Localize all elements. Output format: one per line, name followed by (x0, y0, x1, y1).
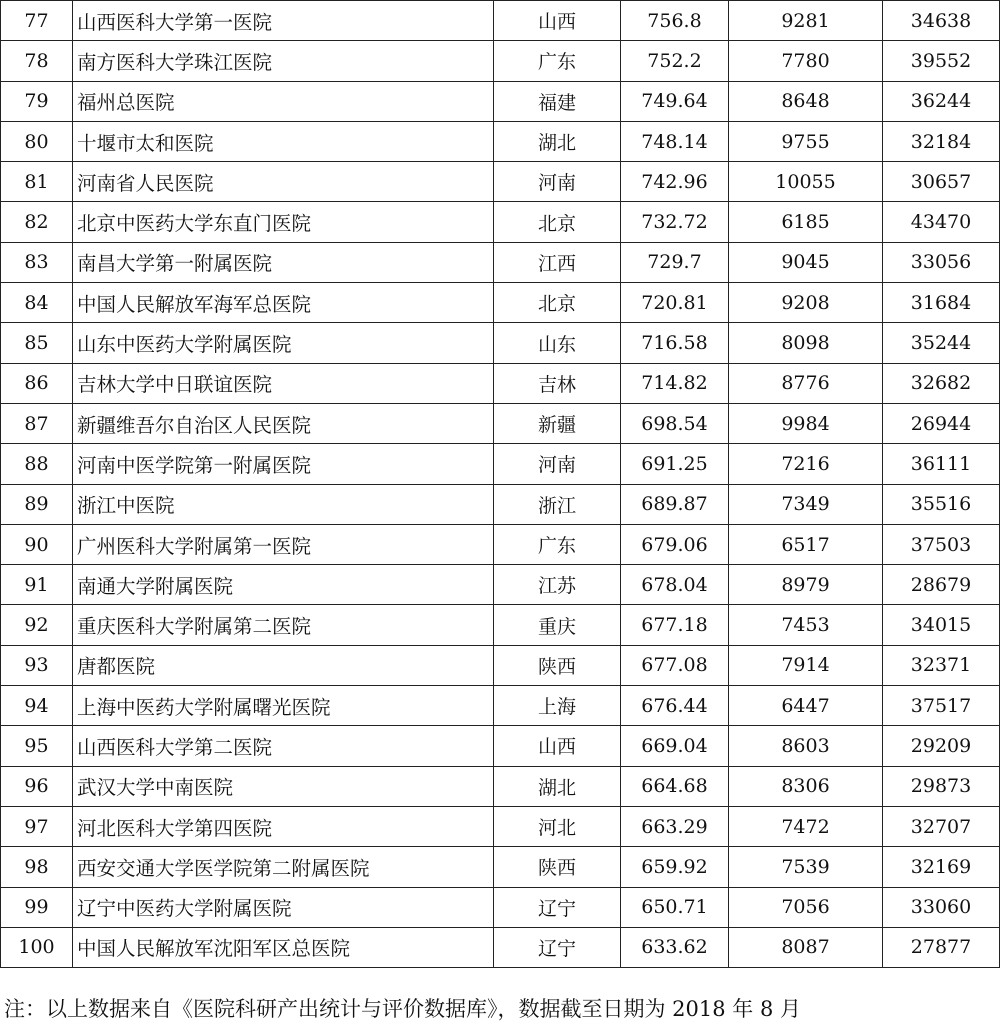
count-cell: 7056 (729, 887, 883, 927)
count-cell: 35516 (883, 484, 1000, 524)
table-row (1, 41, 1000, 81)
rank-cell: 90 (1, 524, 73, 564)
rank-cell: 99 (1, 887, 73, 927)
score-cell: 669.04 (621, 726, 729, 766)
score-cell: 659.92 (621, 847, 729, 887)
score-cell: 756.8 (621, 1, 729, 41)
rank-cell: 88 (1, 444, 73, 484)
hospital-name-cell: 辽宁中医药大学附属医院 (73, 887, 494, 927)
score-cell: 752.2 (621, 41, 729, 81)
hospital-name-cell: 上海中医药大学附属曙光医院 (73, 686, 494, 726)
rank-cell: 87 (1, 403, 73, 443)
table-row (1, 887, 1000, 927)
count-cell: 26944 (883, 403, 1000, 443)
count-cell: 6185 (729, 202, 883, 242)
rank-cell: 78 (1, 41, 73, 81)
count-cell: 32682 (883, 363, 1000, 403)
table-row (1, 162, 1000, 202)
count-cell: 6517 (729, 524, 883, 564)
province-cell: 湖北 (494, 766, 621, 806)
table-row (1, 363, 1000, 403)
hospital-name-cell: 唐都医院 (73, 645, 494, 685)
rank-cell: 83 (1, 242, 73, 282)
province-cell: 上海 (494, 686, 621, 726)
score-cell: 732.72 (621, 202, 729, 242)
rank-cell: 79 (1, 81, 73, 121)
rank-cell: 89 (1, 484, 73, 524)
count-cell: 8776 (729, 363, 883, 403)
count-cell: 10055 (729, 162, 883, 202)
score-cell: 720.81 (621, 283, 729, 323)
hospital-name-cell: 北京中医药大学东直门医院 (73, 202, 494, 242)
province-cell: 山东 (494, 323, 621, 363)
rank-cell: 91 (1, 565, 73, 605)
table-row (1, 444, 1000, 484)
province-cell: 河北 (494, 806, 621, 846)
hospital-name-cell: 南昌大学第一附属医院 (73, 242, 494, 282)
count-cell: 37503 (883, 524, 1000, 564)
score-cell: 677.18 (621, 605, 729, 645)
count-cell: 34015 (883, 605, 1000, 645)
count-cell: 8098 (729, 323, 883, 363)
score-cell: 689.87 (621, 484, 729, 524)
hospital-name-cell: 浙江中医院 (73, 484, 494, 524)
province-cell: 山西 (494, 726, 621, 766)
hospital-name-cell: 福州总医院 (73, 81, 494, 121)
rank-cell: 77 (1, 1, 73, 41)
table-row (1, 605, 1000, 645)
province-cell: 广东 (494, 41, 621, 81)
table-row (1, 927, 1000, 967)
rank-cell: 93 (1, 645, 73, 685)
score-cell: 633.62 (621, 927, 729, 967)
score-cell: 679.06 (621, 524, 729, 564)
count-cell: 43470 (883, 202, 1000, 242)
table-row (1, 403, 1000, 443)
count-cell: 32184 (883, 121, 1000, 161)
count-cell: 33056 (883, 242, 1000, 282)
hospital-name-cell: 西安交通大学医学院第二附属医院 (73, 847, 494, 887)
count-cell: 8306 (729, 766, 883, 806)
score-cell: 749.64 (621, 81, 729, 121)
rank-cell: 84 (1, 283, 73, 323)
hospital-name-cell: 中国人民解放军沈阳军区总医院 (73, 927, 494, 967)
count-cell: 7780 (729, 41, 883, 81)
count-cell: 28679 (883, 565, 1000, 605)
score-cell: 678.04 (621, 565, 729, 605)
hospital-name-cell: 十堰市太和医院 (73, 121, 494, 161)
count-cell: 9045 (729, 242, 883, 282)
province-cell: 山西 (494, 1, 621, 41)
rank-cell: 100 (1, 927, 73, 967)
count-cell: 8648 (729, 81, 883, 121)
rank-cell: 82 (1, 202, 73, 242)
table-row (1, 242, 1000, 282)
count-cell: 31684 (883, 283, 1000, 323)
province-cell: 重庆 (494, 605, 621, 645)
hospital-name-cell: 吉林大学中日联谊医院 (73, 363, 494, 403)
count-cell: 7453 (729, 605, 883, 645)
score-cell: 748.14 (621, 121, 729, 161)
count-cell: 33060 (883, 887, 1000, 927)
score-cell: 677.08 (621, 645, 729, 685)
score-cell: 729.7 (621, 242, 729, 282)
province-cell: 辽宁 (494, 927, 621, 967)
table-row (1, 323, 1000, 363)
hospital-name-cell: 新疆维吾尔自治区人民医院 (73, 403, 494, 443)
hospital-name-cell: 山西医科大学第一医院 (73, 1, 494, 41)
table-row (1, 565, 1000, 605)
table-row (1, 202, 1000, 242)
count-cell: 6447 (729, 686, 883, 726)
province-cell: 辽宁 (494, 887, 621, 927)
province-cell: 浙江 (494, 484, 621, 524)
rank-cell: 81 (1, 162, 73, 202)
count-cell: 9281 (729, 1, 883, 41)
rank-cell: 95 (1, 726, 73, 766)
table-row (1, 766, 1000, 806)
table-row (1, 726, 1000, 766)
score-cell: 698.54 (621, 403, 729, 443)
hospital-name-cell: 南方医科大学珠江医院 (73, 41, 494, 81)
count-cell: 29209 (883, 726, 1000, 766)
table-row (1, 1, 1000, 41)
footnote: 注：以上数据来自《医院科研产出统计与评价数据库》，数据截至日期为 2018 年 8 月 (4, 997, 802, 1021)
table-row (1, 484, 1000, 524)
count-cell: 32707 (883, 806, 1000, 846)
hospital-name-cell: 南通大学附属医院 (73, 565, 494, 605)
province-cell: 福建 (494, 81, 621, 121)
rank-cell: 80 (1, 121, 73, 161)
count-cell: 32169 (883, 847, 1000, 887)
province-cell: 北京 (494, 283, 621, 323)
score-cell: 663.29 (621, 806, 729, 846)
count-cell: 32371 (883, 645, 1000, 685)
province-cell: 江西 (494, 242, 621, 282)
count-cell: 39552 (883, 41, 1000, 81)
province-cell: 湖北 (494, 121, 621, 161)
count-cell: 9755 (729, 121, 883, 161)
score-cell: 691.25 (621, 444, 729, 484)
table-row (1, 847, 1000, 887)
count-cell: 7216 (729, 444, 883, 484)
table-row (1, 645, 1000, 685)
province-cell: 陕西 (494, 847, 621, 887)
hospital-name-cell: 武汉大学中南医院 (73, 766, 494, 806)
count-cell: 8979 (729, 565, 883, 605)
hospital-name-cell: 广州医科大学附属第一医院 (73, 524, 494, 564)
count-cell: 34638 (883, 1, 1000, 41)
rank-cell: 92 (1, 605, 73, 645)
province-cell: 新疆 (494, 403, 621, 443)
score-cell: 650.71 (621, 887, 729, 927)
hospital-name-cell: 山东中医药大学附属医院 (73, 323, 494, 363)
count-cell: 36111 (883, 444, 1000, 484)
table-row (1, 806, 1000, 846)
province-cell: 北京 (494, 202, 621, 242)
count-cell: 35244 (883, 323, 1000, 363)
count-cell: 37517 (883, 686, 1000, 726)
hospital-name-cell: 河南省人民医院 (73, 162, 494, 202)
province-cell: 陕西 (494, 645, 621, 685)
table-row (1, 686, 1000, 726)
count-cell: 29873 (883, 766, 1000, 806)
hospital-name-cell: 中国人民解放军海军总医院 (73, 283, 494, 323)
rank-cell: 85 (1, 323, 73, 363)
table-row (1, 121, 1000, 161)
count-cell: 7472 (729, 806, 883, 846)
count-cell: 7539 (729, 847, 883, 887)
table-body (1, 1, 1000, 968)
province-cell: 河南 (494, 444, 621, 484)
count-cell: 9208 (729, 283, 883, 323)
count-cell: 7349 (729, 484, 883, 524)
count-cell: 9984 (729, 403, 883, 443)
score-cell: 742.96 (621, 162, 729, 202)
table-row (1, 81, 1000, 121)
score-cell: 714.82 (621, 363, 729, 403)
province-cell: 广东 (494, 524, 621, 564)
count-cell: 8087 (729, 927, 883, 967)
score-cell: 676.44 (621, 686, 729, 726)
rank-cell: 86 (1, 363, 73, 403)
count-cell: 30657 (883, 162, 1000, 202)
hospital-name-cell: 河南中医学院第一附属医院 (73, 444, 494, 484)
table-row (1, 283, 1000, 323)
province-cell: 吉林 (494, 363, 621, 403)
count-cell: 27877 (883, 927, 1000, 967)
hospital-name-cell: 重庆医科大学附属第二医院 (73, 605, 494, 645)
hospital-name-cell: 山西医科大学第二医院 (73, 726, 494, 766)
score-cell: 716.58 (621, 323, 729, 363)
count-cell: 8603 (729, 726, 883, 766)
province-cell: 江苏 (494, 565, 621, 605)
count-cell: 36244 (883, 81, 1000, 121)
score-cell: 664.68 (621, 766, 729, 806)
rank-cell: 98 (1, 847, 73, 887)
count-cell: 7914 (729, 645, 883, 685)
table-row (1, 524, 1000, 564)
rank-cell: 96 (1, 766, 73, 806)
rank-cell: 94 (1, 686, 73, 726)
province-cell: 河南 (494, 162, 621, 202)
hospital-name-cell: 河北医科大学第四医院 (73, 806, 494, 846)
rank-cell: 97 (1, 806, 73, 846)
